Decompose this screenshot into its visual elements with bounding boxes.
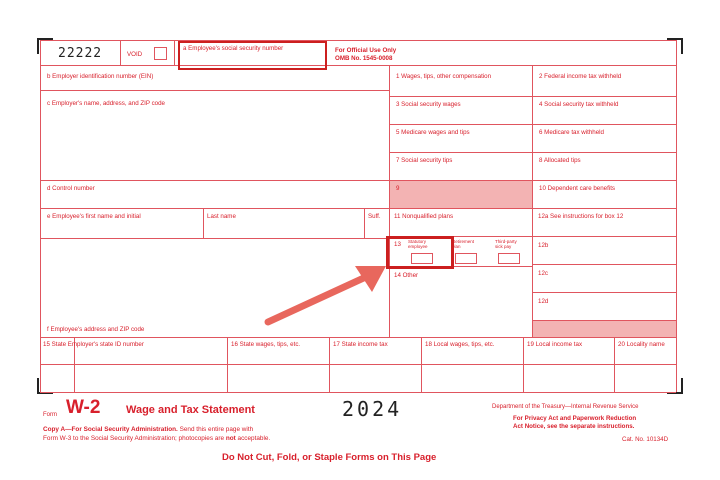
form-name: W-2 bbox=[66, 397, 101, 418]
copy-line2-pre: Form W-3 to the Social Security Administration; photocopies are bbox=[43, 435, 226, 442]
box-15-label: 15 State Employer's state ID number bbox=[43, 341, 144, 348]
box-20-label: 20 Locality name bbox=[618, 341, 665, 348]
control-code: 22222 bbox=[58, 46, 103, 61]
copy-a-rest: Send this entire page with bbox=[177, 426, 254, 433]
privacy-notice-2: Act Notice, see the separate instructions. bbox=[513, 423, 635, 430]
box-3-label: 3 Social security wages bbox=[396, 101, 461, 108]
box-17-label: 17 State income tax bbox=[333, 341, 388, 348]
form-year: 2024 bbox=[342, 397, 403, 421]
box-19-label: 19 Local income tax bbox=[527, 341, 583, 348]
copy-a-title: Copy A—For Social Security Administration. bbox=[43, 426, 178, 433]
box-13-label: 13 bbox=[394, 241, 401, 248]
box-16-label: 16 State wages, tips, etc. bbox=[231, 341, 301, 348]
employer-name-label: c Employer's name, address, and ZIP code bbox=[47, 100, 166, 107]
box-9-label: 9 bbox=[396, 185, 400, 192]
employee-address-label: f Employee's address and ZIP code bbox=[47, 326, 145, 333]
employee-last-name-label: Last name bbox=[207, 213, 236, 220]
void-label: VOID bbox=[127, 51, 143, 58]
official-use-label: For Official Use Only bbox=[335, 47, 397, 54]
box-2-label: 2 Federal income tax withheld bbox=[539, 73, 622, 80]
omb-number: OMB No. 1545-0008 bbox=[335, 55, 393, 62]
do-not-cut-notice: Do Not Cut, Fold, or Staple Forms on This Page bbox=[222, 452, 437, 463]
retirement-plan-label: Retirement plan bbox=[452, 239, 475, 249]
box-12c-label: 12c bbox=[538, 270, 548, 277]
treasury-department: Department of the Treasury—Internal Revenue Service bbox=[492, 404, 639, 410]
box-12a-label: 12a See instructions for box 12 bbox=[538, 213, 624, 220]
box-8-label: 8 Allocated tips bbox=[539, 157, 581, 164]
copy-line2-post: acceptable. bbox=[235, 435, 271, 442]
box-12b-label: 12b bbox=[538, 242, 549, 249]
box-7-label: 7 Social security tips bbox=[396, 157, 453, 164]
box-10-label: 10 Dependent care benefits bbox=[539, 185, 616, 192]
privacy-notice-1: For Privacy Act and Paperwork Reduction bbox=[513, 415, 637, 422]
box-6-label: 6 Medicare tax withheld bbox=[539, 129, 605, 136]
form-title: Wage and Tax Statement bbox=[126, 404, 255, 416]
box-4-label: 4 Social security tax withheld bbox=[539, 101, 619, 108]
control-number-label: d Control number bbox=[47, 185, 95, 192]
box-1-label: 1 Wages, tips, other compensation bbox=[396, 73, 492, 80]
employee-suffix-label: Suff. bbox=[368, 213, 381, 220]
box-14-label: 14 Other bbox=[394, 272, 419, 279]
ssn-label: a Employee's social security number bbox=[183, 45, 284, 52]
copy-line2-not: not bbox=[225, 435, 236, 442]
copy-a-line-1 bbox=[43, 426, 253, 433]
employee-first-name-label: e Employee's first name and initial bbox=[47, 213, 141, 220]
form-word: Form bbox=[43, 412, 57, 418]
catalog-number: Cat. No. 10134D bbox=[622, 436, 669, 443]
box-11-label: 11 Nonqualified plans bbox=[394, 213, 454, 220]
employer-ein-label: b Employer identification number (EIN) bbox=[47, 73, 154, 80]
box-12d-label: 12d bbox=[538, 298, 549, 305]
copy-a-line-2 bbox=[43, 435, 270, 442]
box-5-label: 5 Medicare wages and tips bbox=[396, 129, 470, 136]
third-party-sick-pay-label: Third-party sick pay bbox=[495, 239, 517, 249]
box-18-label: 18 Local wages, tips, etc. bbox=[425, 341, 495, 348]
statutory-employee-label: Statutory employee bbox=[408, 239, 428, 249]
